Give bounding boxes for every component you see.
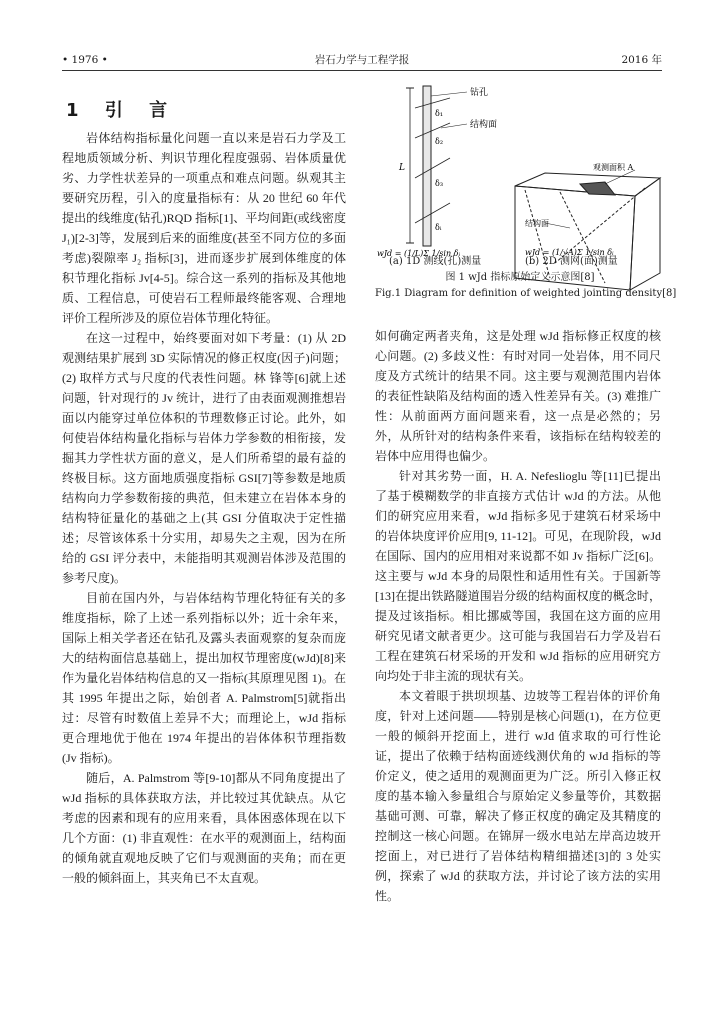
page-number: • 1976 • <box>62 54 108 66</box>
section-heading <box>66 96 177 122</box>
journal-title: 岩石力学与工程学报 <box>314 54 410 66</box>
figure-formula-a: wJd = (1/L)Σ 1/sin δᵢ <box>377 249 461 258</box>
figure-drawing <box>375 78 677 303</box>
page-header <box>62 52 662 68</box>
journal-year: 2016 年 <box>621 54 662 66</box>
header-rule <box>62 70 662 71</box>
figure-label-d2: δ₂ <box>435 137 444 146</box>
figure-label-di: δᵢ <box>435 223 442 232</box>
figure-label-d3: δ₃ <box>435 179 444 188</box>
left-paragraph-1: 岩体结构指标量化问题一直以来是岩石力学及工程地质领域分析、判识节理化程度强弱、岩体质量优劣、力学性状差异的一项重点和难点问题。纵观其主要研究历程，引入的度量指标有：从 20 世纪 60 年代提出的线维度(钻孔)RQD 指标[1]、平均间距(或线密度 J₁)[2-3]等，发展到后来的面维度(甚至不同方位的多面考虑)裂隙率 J₂ 指标[3]，进而逐步扩展到体维度的体积节理化指标 Jv[4-5]。综合这一系列的指标及其他地质、工程信息，可使岩石工程师最终能客观、合理地评价工程所涉及的原位岩体节理化特征。 <box>62 131 346 325</box>
figure-label-plane: 结构面 <box>470 120 498 130</box>
right-paragraph-3: 本文着眼于拱坝坝基、边坡等工程岩体的评价角度，针对上述问题——特别是核心问题(1)，在方位更一般的倾斜开挖面上，进行 wJd 值求取的可行性论证，提出了依赖于结构面迹线测伏角的 wJd 指标的等价定义，使之适用的观测面更为广泛。所引入修正权度的基本输入参量组合与原始定义参量等价，其数据基础可测、可靠，解决了修正权度的确定及其精度的控制这一核心问题。在锦屏一级水电站左岸高边坡开挖面上，对已进行了岩体结构精细描述[3]的 3 处实例，探索了 wJd 的获取方法，并讨论了该方法的实用性。 <box>375 689 661 903</box>
figure-caption-en: Fig.1 Diagram for definition of weighted jointing density[8] <box>375 288 677 299</box>
right-paragraph-2: 针对其劣势一面，H. A. Nefeslioglu 等[11]已提出了基于模糊数学的非直接方式估计 wJd 的方法。从他们的研究应用来看，wJd 指标多见于建筑石材采场中的岩体块度评价应用[9, 11-12]。可见，在现阶段，wJd 在国际、国内的应用相对来说都不如 Jv 指标广泛[6]。这主要与 wJd 本身的局限性和适用性有关。于国新等[13]在提出铁路隧道围岩分级的结构面权度的概念时，提及过该指标。相比挪威等国，我国在这方面的应用研究见诸文献者更少。这可能与我国岩石力学及岩石工程在建筑石材采场的开发和 wJd 指标的应用研究方向均处于非主流的现状有关。 <box>375 469 661 683</box>
figure-label-borehole: 钻孔 <box>470 88 489 98</box>
figure-label-L: L <box>399 163 405 173</box>
right-paragraph-1: 如何确定两者夹角，这是处理 wJd 指标修正权度的核心问题。(2) 多歧义性：有时对同一处岩体，用不同尺度及方式统计的结果不同。这主要与观测范围内岩体的表征性缺陷及结构面的透入性差异有关。(3) 难推广性：从前面两方面问题来看，这一点是必然的；另外，从所针对的结构条件来看，该指标在结构较差的岩体中应用得也偏少。 <box>375 329 661 463</box>
figure-label-d1: δ₁ <box>435 109 444 118</box>
left-paragraph-4: 随后，A. Palmstrom 等[9-10]都从不同角度提出了 wJd 指标的具体获取方法，并比较过其优缺点。从它考虑的因素和现有的应用来看，具体困惑体现在以下几个方面：(1) 非直观性：在水平的观测面上，结构面的倾角就直观地反映了它们与观测面的夹角；而在更一般的倾斜面上，其夹角已不太直观。 <box>62 771 346 885</box>
section-title: 引 言 <box>104 100 178 121</box>
left-column <box>62 128 346 888</box>
figure-subcaption-a: (a) 1D 测线(孔)测量 <box>389 256 482 267</box>
figure-subcaption-b: (b) 2D 测网(面)测量 <box>525 256 618 267</box>
figure-label-plane2: 结构面 <box>525 219 549 228</box>
figure-1 <box>375 78 677 303</box>
figure-caption-cn: 图 1 wJd 指标原始定义示意图[8] <box>445 272 595 283</box>
figure-label-area: 观测面积 A <box>593 163 634 172</box>
section-number: 1 <box>66 100 89 121</box>
left-paragraph-3: 目前在国内外，与岩体结构节理化特征有关的多维度指标，除了上述一系列指标以外；近十余年来，国际上相关学者还在钻孔及露头表面观察的复杂而庞大的结构面信息基础上，提出加权节理密度(wJd)[8]来作为量化岩体结构信息的又一指标(其原理见图 1)。在其 1995 年提出之际，始创者 A. Palmstrom[5]就指出过：尽管有时数值上差异不大；而理论上，wJd 指标更合理地优于他在 1974 年提出的岩体体积节理指数(Jv 指标)。 <box>62 591 346 765</box>
right-column <box>375 326 661 906</box>
left-paragraph-2: 在这一过程中，始终要面对如下考量：(1) 从 2D 观测结果扩展到 3D 实际情况的修正权度(因子)问题；(2) 取样方式与尺度的代表性问题。林 锋等[6]就上述问题，针对现行的 Jv 统计，进行了由表面观测推想岩面以内能穿过单位体积的节理数修正讨论。此外，如何使岩体结构量化指标与岩体力学参数的相衔接，发掘其力学性状方面的意义，是人们所希望的最有益的终极目标。这方面地质强度指标 GSI[7]等参数是地质结构向力学参数衔接的典范，但未建立在岩体本身的结构特征量化的基础之上(其 GSI 分值取决于定性描述；尽管该体系十分实用，却易失之主观，因为在所给的 GSI 评分表中，未能指明其观测岩体涉及范围的参考尺度)。 <box>62 331 346 585</box>
figure-formula-b: wJd = (1/√A)Σ 1/sin δᵢ <box>525 248 614 257</box>
